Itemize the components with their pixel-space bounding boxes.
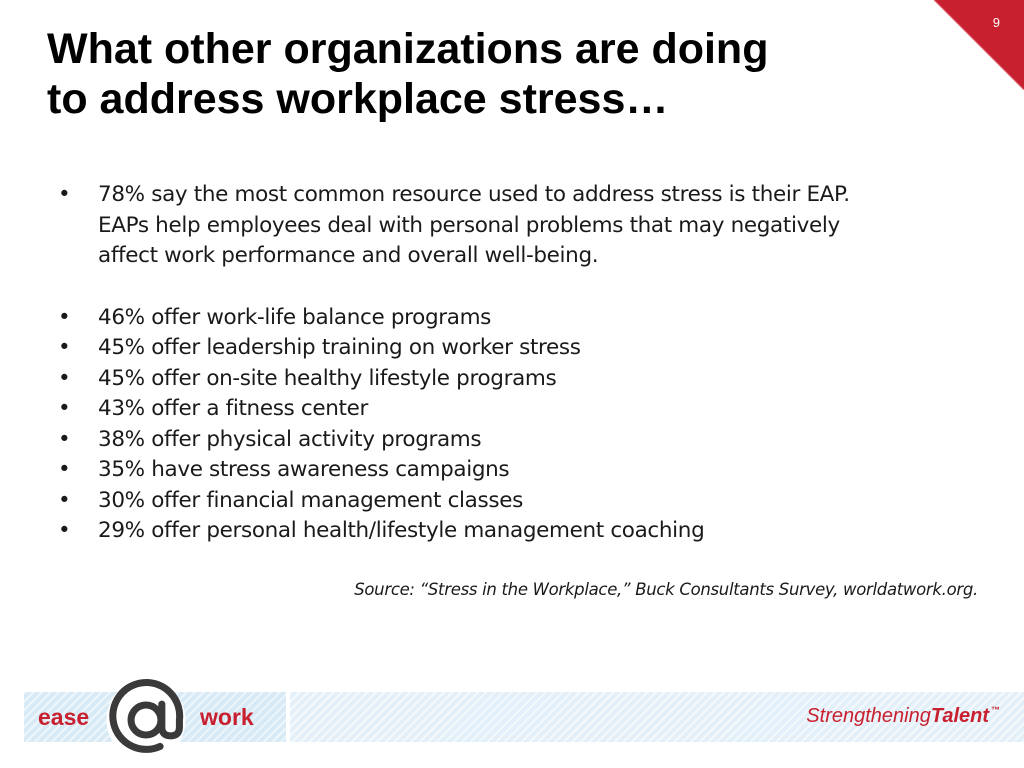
bullet-glyph: • (58, 335, 71, 360)
bullet-item (58, 364, 998, 395)
title-line: to address workplace stress… (47, 75, 669, 123)
bullet-text-line: 29% offer personal health/lifestyle management coaching (98, 518, 705, 543)
brand-bold-text: Talent (930, 705, 989, 727)
bullet-item (58, 333, 998, 364)
source-citation: Source: “Stress in the Workplace,” Buck Consultants Survey, worldatwork.org. (354, 580, 978, 599)
bullet-text-line: 45% offer on-site healthy lifestyle programs (98, 365, 557, 391)
bullet-glyph: • (58, 396, 71, 421)
bullet-item (58, 425, 998, 456)
bullet-item (58, 516, 998, 547)
bullet-item (58, 303, 998, 334)
logo-ease-text: ease (38, 704, 90, 730)
bullet-list (58, 180, 998, 547)
bullet-text-line: affect work performance and overall well-being. (98, 243, 599, 268)
bullet-text-line: EAPs help employees deal with personal problems that may negatively (98, 212, 840, 238)
bullet-glyph: • (58, 182, 71, 207)
bullet-text-line: 38% offer physical activity programs (98, 426, 482, 452)
footer-banner (0, 672, 1024, 768)
bullet-glyph: • (58, 457, 71, 482)
bullet-item (58, 455, 998, 486)
bullet-item-eap (58, 180, 998, 272)
bullet-glyph: • (58, 518, 71, 543)
bullet-text-line: 46% offer work-life balance programs (98, 304, 492, 330)
bullet-item (58, 394, 998, 425)
title-line: What other organizations are doing (47, 25, 769, 73)
bullet-spacer (58, 272, 998, 303)
bullet-text-line: 78% say the most common resource used to address stress is their EAP. (98, 182, 850, 207)
page-number: 9 (992, 15, 1000, 30)
bullet-text-line: 30% offer financial management classes (98, 487, 523, 513)
bullet-glyph: • (58, 365, 71, 391)
bullet-item (58, 486, 998, 517)
bullet-glyph: • (58, 487, 71, 513)
at-symbol-logo-icon (102, 676, 190, 764)
bullet-text-line: 43% offer a fitness center (98, 396, 368, 421)
brand-wordmark (806, 705, 1000, 728)
corner-ribbon (934, 0, 1024, 90)
bullet-text-line: 35% have stress awareness campaigns (98, 457, 510, 482)
bullet-text-line: 45% offer leadership training on worker stress (98, 335, 581, 360)
slide-title (47, 24, 927, 124)
bullet-glyph: • (58, 426, 71, 452)
bullet-glyph: • (58, 304, 71, 330)
trademark-mark: ™ (991, 705, 1000, 715)
logo-work-text: work (200, 704, 254, 730)
brand-regular-text: Strengthening (806, 705, 931, 727)
